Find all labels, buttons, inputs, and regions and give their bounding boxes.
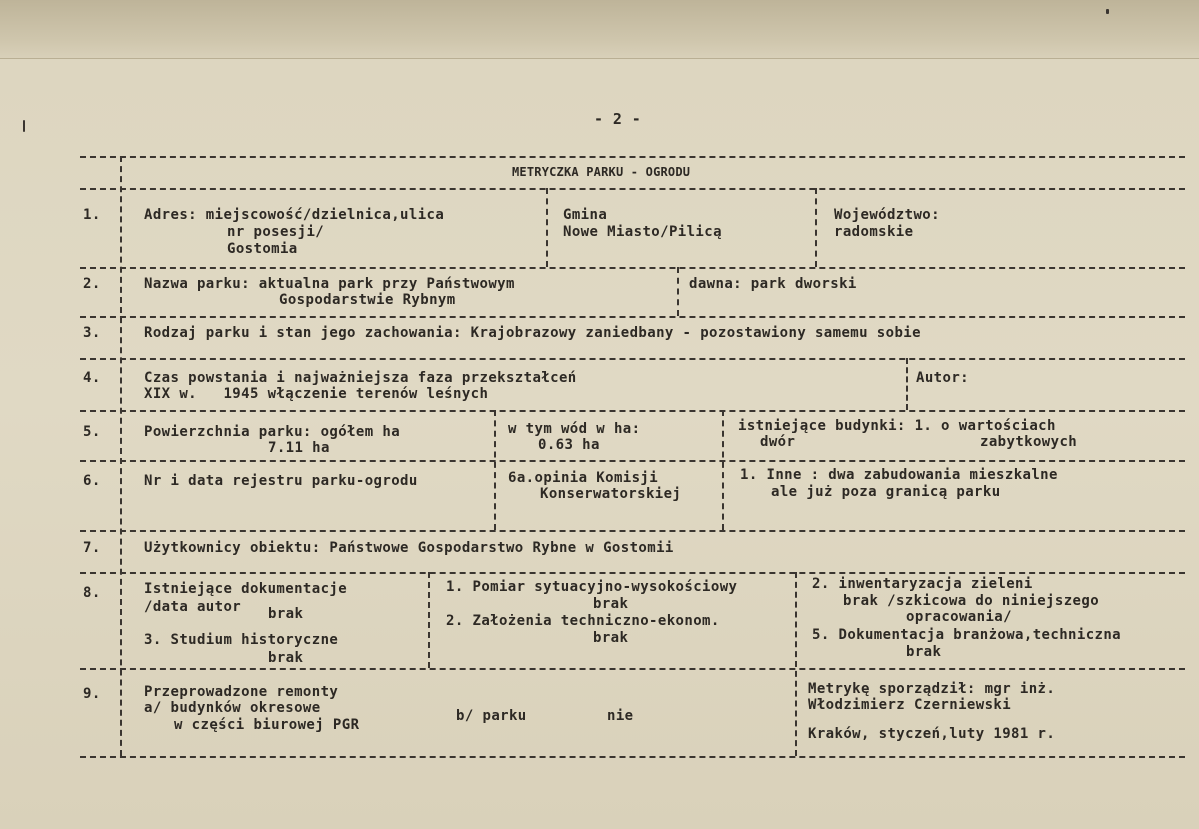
- voivodeship-label: Województwo:: [834, 207, 940, 223]
- repairs-a-line-1: a/ budynków okresowe: [144, 700, 321, 716]
- row-number: 2.: [83, 276, 101, 292]
- rule-left-main: [120, 156, 122, 756]
- rule-row4-author: [906, 358, 908, 410]
- inventory-value-1: brak /szkicowa do niniejszego: [843, 593, 1100, 609]
- park-type: Rodzaj parku i stan jego zachowania: Krajobrazowy zaniedbany - pozostawiony samemu sobie: [144, 325, 921, 341]
- assumptions-value: brak: [593, 630, 629, 646]
- water-label: w tym wód w ha:: [508, 421, 641, 437]
- study-label: 3. Studium historyczne: [144, 632, 339, 648]
- inventory-value-2: opracowania/: [906, 609, 1012, 625]
- rule-1-top: [80, 188, 1185, 190]
- row-number: 7.: [83, 540, 101, 556]
- docs-label-1: Istniejące dokumentacje: [144, 581, 348, 597]
- docs-label-2: /data autor: [144, 599, 242, 615]
- users-text: Użytkownicy obiektu: Państwowe Gospodarstwo Rybne w Gostomii: [144, 540, 674, 556]
- place-date: Kraków, styczeń,luty 1981 r.: [808, 726, 1056, 742]
- repairs-a-line-2: w części biurowej PGR: [174, 717, 360, 733]
- rule-row5-buildings: [722, 410, 724, 530]
- address-value: Gostomia: [227, 241, 298, 257]
- buildings-label: istniejące budynki: 1. o wartościach: [738, 418, 1056, 434]
- rule-6-top: [80, 460, 1185, 462]
- assumptions-label: 2. Założenia techniczno-ekonom.: [446, 613, 720, 629]
- other-line-1: 1. Inne : dwa zabudowania mieszkalne: [740, 467, 1058, 483]
- voivodeship-value: radomskie: [834, 224, 914, 240]
- rule-top: [80, 156, 1185, 158]
- paper-top-strip: [0, 0, 1199, 59]
- rule-4-top: [80, 358, 1185, 360]
- rule-bottom: [80, 756, 1185, 758]
- rule-row2-former: [677, 267, 679, 316]
- rule-row1-gmina: [546, 188, 548, 267]
- repairs-b-label: b/ parku: [456, 708, 527, 724]
- opinion-line-1: 6a.opinia Komisji: [508, 470, 659, 486]
- form-title: METRYCZKA PARKU - OGRODU: [512, 165, 691, 179]
- repairs-b-value: nie: [607, 708, 634, 724]
- former-name: dawna: park dworski: [689, 276, 857, 292]
- prepared-by-name: Włodzimierz Czerniewski: [808, 697, 1012, 713]
- rule-2-top: [80, 267, 1185, 269]
- origin-value: XIX w. 1945 włączenie terenów leśnych: [144, 386, 489, 402]
- row-number: 8.: [83, 585, 101, 601]
- buildings-value-2: zabytkowych: [980, 434, 1078, 450]
- gmina-label: Gmina: [563, 207, 608, 223]
- area-label: Powierzchnia parku: ogółem ha: [144, 424, 401, 440]
- docs-value: brak: [268, 606, 304, 622]
- water-value: 0.63 ha: [538, 437, 600, 453]
- address-label: Adres: miejscowość/dzielnica,ulica: [144, 207, 445, 223]
- area-value: 7.11 ha: [268, 440, 330, 456]
- other-line-2: ale już poza granicą parku: [771, 484, 1001, 500]
- origin-label: Czas powstania i najważniejsza faza przekształceń: [144, 370, 577, 386]
- row-number: 1.: [83, 207, 101, 223]
- park-name-label: Nazwa parku: aktualna park przy Państwowym: [144, 276, 515, 292]
- rule-8-top: [80, 572, 1185, 574]
- inventory-label: 2. inwentaryzacja zieleni: [812, 576, 1033, 592]
- row-number: 6.: [83, 473, 101, 489]
- address-label-2: nr posesji/: [227, 224, 325, 240]
- park-name-value-2: Gospodarstwie Rybnym: [279, 292, 456, 308]
- row-number: 5.: [83, 424, 101, 440]
- rule-9-top: [80, 668, 1185, 670]
- survey-value: brak: [593, 596, 629, 612]
- rule-row8-col2: [428, 572, 430, 668]
- rule-row1-voiv: [815, 188, 817, 267]
- prepared-by-label: Metrykę sporządził: mgr inż.: [808, 681, 1056, 697]
- registry-label: Nr i data rejestru parku-ogrodu: [144, 473, 418, 489]
- survey-label: 1. Pomiar sytuacyjno-wysokościowy: [446, 579, 738, 595]
- branch-docs-label: 5. Dokumentacja branżowa,techniczna: [812, 627, 1122, 643]
- rule-row8-col3: [795, 572, 797, 756]
- punch-mark: [1106, 9, 1109, 14]
- branch-docs-value: brak: [906, 644, 942, 660]
- row-number: 4.: [83, 370, 101, 386]
- opinion-line-2: Konserwatorskiej: [540, 486, 682, 502]
- row-number: 3.: [83, 325, 101, 341]
- rule-5-top: [80, 410, 1185, 412]
- rule-3-top: [80, 316, 1185, 318]
- author-label: Autor:: [916, 370, 969, 386]
- rule-row5-water: [494, 410, 496, 530]
- page-number: - 2 -: [594, 110, 642, 128]
- gmina-value: Nowe Miasto/Pilicą: [563, 224, 722, 240]
- row-number: 9.: [83, 686, 101, 702]
- study-value: brak: [268, 650, 304, 666]
- repairs-label: Przeprowadzone remonty: [144, 684, 339, 700]
- margin-mark: [23, 120, 25, 132]
- rule-7-top: [80, 530, 1185, 532]
- buildings-value-1: dwór: [760, 434, 796, 450]
